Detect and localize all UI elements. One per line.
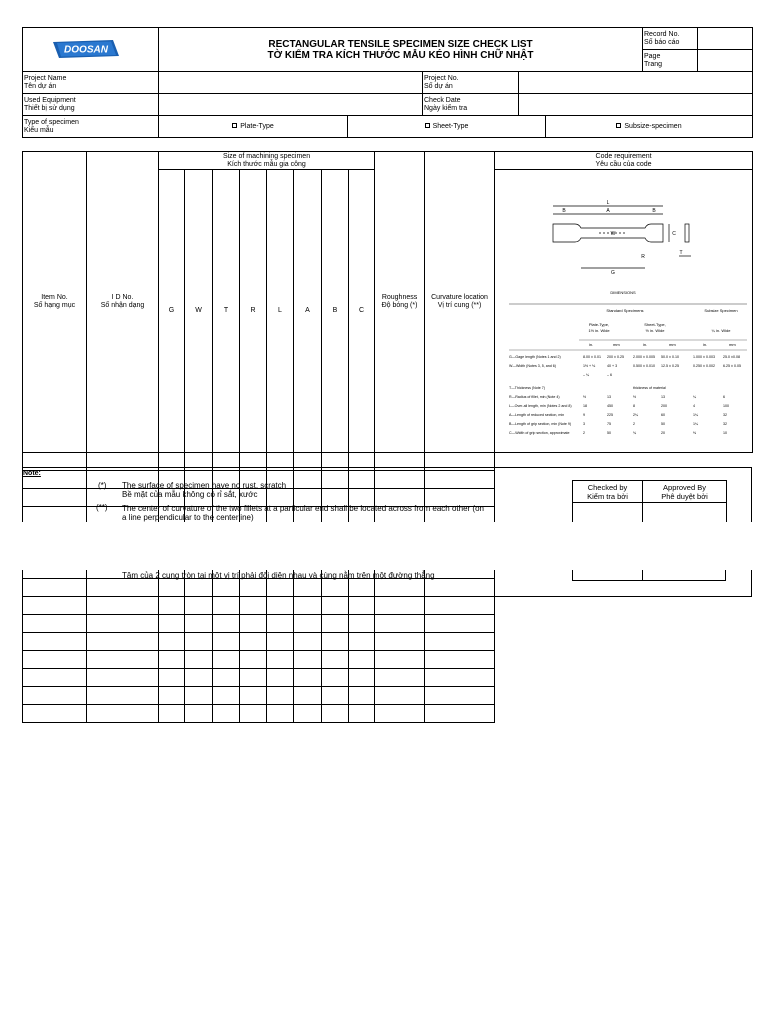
- project-no-field[interactable]: [519, 72, 753, 94]
- entry-cell[interactable]: [159, 633, 185, 651]
- sig-mid-border: [642, 570, 643, 580]
- dimension-cell: 100: [723, 404, 730, 408]
- check-date-field[interactable]: [519, 94, 753, 116]
- entry-cell[interactable]: [425, 579, 495, 597]
- frame-right-lower: [751, 570, 752, 597]
- dimension-cell: 2.000 ± 0.005: [633, 355, 655, 359]
- entry-cell[interactable]: [159, 705, 185, 723]
- entry-cell[interactable]: [425, 651, 495, 669]
- entry-cell[interactable]: [87, 615, 159, 633]
- entry-cell[interactable]: [322, 705, 349, 723]
- entry-cell[interactable]: [425, 669, 495, 687]
- signoff-table: [572, 480, 727, 523]
- table-row: [23, 615, 753, 633]
- entry-cell[interactable]: [23, 669, 87, 687]
- entry-cell[interactable]: [267, 633, 294, 651]
- dimension-cell: 4: [693, 404, 696, 408]
- entry-cell[interactable]: [349, 579, 375, 597]
- page-value[interactable]: [698, 50, 753, 72]
- table-row: [23, 669, 753, 687]
- table-row: [23, 651, 753, 669]
- dimension-cell: 50: [661, 422, 666, 426]
- entry-cell[interactable]: [425, 471, 495, 489]
- sheet-type-option[interactable]: Sheet-Type: [348, 116, 546, 138]
- code-figure-cell: [495, 170, 753, 453]
- entry-cell[interactable]: [23, 615, 87, 633]
- entry-cell[interactable]: [349, 705, 375, 723]
- note-1-en: The surface of specimen have no rust, scratch: [122, 481, 287, 490]
- entry-cell[interactable]: [294, 471, 322, 489]
- svg-text:L: L: [606, 200, 610, 206]
- dimension-cell: B—Length of grip section, min (Note 9): [509, 422, 572, 426]
- entry-cell[interactable]: [322, 651, 349, 669]
- entry-cell[interactable]: [159, 669, 185, 687]
- entry-cell[interactable]: [294, 579, 322, 597]
- entry-cell[interactable]: [23, 579, 87, 597]
- dimension-cell: 200 ± 0.25: [607, 355, 624, 359]
- dimension-cell: 50.0 ± 0.10: [661, 355, 679, 359]
- entry-cell[interactable]: [425, 615, 495, 633]
- subsize-option[interactable]: Subsize-specimen: [546, 116, 753, 138]
- dimension-cell: ½: [633, 395, 637, 399]
- entry-cell[interactable]: [240, 633, 267, 651]
- entry-cell[interactable]: [294, 669, 322, 687]
- entry-cell[interactable]: [87, 687, 159, 705]
- entry-cell[interactable]: [267, 669, 294, 687]
- svg-text:1½ in. Wide: 1½ in. Wide: [588, 328, 610, 333]
- entry-cell[interactable]: [425, 687, 495, 705]
- entry-cell[interactable]: [159, 597, 185, 615]
- project-name-field[interactable]: [159, 72, 423, 94]
- entry-cell[interactable]: [349, 687, 375, 705]
- entry-cell[interactable]: [375, 615, 425, 633]
- dimension-cell: 450: [607, 404, 614, 408]
- svg-text:W: W: [610, 231, 616, 237]
- sig-bottom-line: [572, 580, 726, 581]
- entry-cell[interactable]: [375, 705, 425, 723]
- svg-text:mm: mm: [669, 342, 676, 347]
- entry-cell[interactable]: [185, 579, 213, 597]
- entry-cell[interactable]: [322, 687, 349, 705]
- dimension-cell: 6.25 ± 0.05: [723, 364, 741, 368]
- checkbox-icon[interactable]: [232, 123, 237, 128]
- entry-cell[interactable]: [159, 687, 185, 705]
- dimension-cell: 1.000 ± 0.003: [693, 355, 715, 359]
- frame-left-upper: [22, 467, 23, 522]
- dimension-cell: ½: [583, 395, 587, 399]
- dimension-cell: 0.500 ± 0.010: [633, 364, 655, 368]
- entry-cell[interactable]: [23, 687, 87, 705]
- entry-cell[interactable]: [185, 615, 213, 633]
- roughness-header: Roughness Độ bóng (*): [375, 152, 425, 453]
- entry-cell[interactable]: [213, 597, 240, 615]
- note-2-vn: Tâm của 2 cung tròn tại một vị trí phải đối diện nhau và cùng nằm trên một đường thẳng: [122, 571, 435, 580]
- entry-cell[interactable]: [267, 579, 294, 597]
- entry-cell[interactable]: [87, 669, 159, 687]
- entry-cell[interactable]: [267, 597, 294, 615]
- dimension-cell: 40 + 3: [607, 364, 618, 368]
- note-1-mark: (*): [98, 481, 107, 490]
- svg-text:B: B: [652, 208, 656, 214]
- entry-cell[interactable]: [322, 669, 349, 687]
- col-g: G: [159, 170, 185, 453]
- entry-cell[interactable]: [185, 651, 213, 669]
- entry-cell[interactable]: [87, 633, 159, 651]
- entry-cell[interactable]: [349, 615, 375, 633]
- dimension-cell: 200: [661, 404, 668, 408]
- frame-bottom: [22, 596, 752, 597]
- entry-cell[interactable]: [23, 633, 87, 651]
- size-header: Size of machining specimen Kích thước mẫu gia công: [159, 152, 375, 170]
- sig-right-border: [725, 570, 726, 580]
- svg-text:in.: in.: [703, 342, 708, 347]
- dimension-cell: 1½ + ⅛: [583, 364, 596, 368]
- checkbox-icon[interactable]: [425, 123, 430, 128]
- entry-cell[interactable]: [240, 705, 267, 723]
- entry-cell[interactable]: [294, 705, 322, 723]
- dimension-cell: 2: [583, 431, 586, 435]
- dimension-cell: 32: [723, 422, 728, 426]
- col-r: R: [240, 170, 267, 453]
- checked-by-signature[interactable]: [573, 503, 643, 523]
- specimen-type-label: Type of specimen Kiểu mẫu: [23, 116, 159, 138]
- dimension-cell: – ¼: [583, 373, 590, 377]
- entry-cell[interactable]: [375, 651, 425, 669]
- entry-cell[interactable]: [349, 669, 375, 687]
- table-row: [23, 579, 753, 597]
- used-equipment-label: Used Equipment Thiết bị sử dụng: [23, 94, 159, 116]
- svg-text:Standard Specimens: Standard Specimens: [606, 308, 644, 313]
- svg-text:G: G: [611, 270, 615, 276]
- entry-cell[interactable]: [375, 633, 425, 651]
- entry-cell[interactable]: [349, 651, 375, 669]
- frame-right-upper: [751, 467, 752, 522]
- record-no-value[interactable]: [698, 28, 753, 50]
- checkbox-icon[interactable]: [616, 123, 621, 128]
- entry-cell[interactable]: [240, 615, 267, 633]
- entry-cell[interactable]: [294, 597, 322, 615]
- svg-text:DOOSAN: DOOSAN: [64, 44, 108, 56]
- dimension-cell: C—Width of grip section, approximate: [509, 431, 570, 435]
- dimension-cell: 10: [723, 431, 728, 435]
- entry-cell[interactable]: [185, 597, 213, 615]
- svg-text:Subsize Specimen: Subsize Specimen: [704, 308, 738, 313]
- doosan-logo: [53, 40, 119, 58]
- notes-divider: [22, 467, 752, 468]
- curvature-header: Curvature location Vị trí cung (**): [425, 152, 495, 453]
- specimen-type-table: [22, 115, 753, 138]
- entry-cell[interactable]: [375, 687, 425, 705]
- col-w: W: [185, 170, 213, 453]
- dimension-cell: 60: [661, 413, 666, 417]
- svg-text:C: C: [672, 231, 676, 237]
- check-date-label: Check Date Ngày kiểm tra: [423, 94, 519, 116]
- col-c: C: [349, 170, 375, 453]
- dimension-cell: 1¼: [693, 413, 699, 417]
- entry-cell[interactable]: [213, 669, 240, 687]
- entry-cell[interactable]: [425, 705, 495, 723]
- entry-cell[interactable]: [349, 471, 375, 489]
- entry-cell[interactable]: [294, 687, 322, 705]
- page-label: Page Trang: [643, 50, 698, 72]
- svg-text:T: T: [679, 250, 683, 256]
- note-2-en-line2: a line perpendicular to the centerline): [122, 513, 254, 522]
- record-no-label: Record No. Số báo cáo: [643, 28, 698, 50]
- svg-text:B: B: [562, 208, 566, 214]
- table-row: [23, 597, 753, 615]
- entry-cell[interactable]: [322, 471, 349, 489]
- entry-cell[interactable]: [185, 669, 213, 687]
- dimension-cell: 18: [583, 404, 588, 408]
- entry-cell[interactable]: [185, 633, 213, 651]
- dimension-cell: 20: [661, 431, 666, 435]
- svg-text:A: A: [606, 208, 610, 214]
- dimension-cell: A—Length of reduced section, min: [509, 413, 565, 417]
- dimension-cell: 75: [607, 422, 612, 426]
- entry-cell[interactable]: [213, 615, 240, 633]
- dimension-cell: T—Thickness (Note 7): [509, 386, 545, 390]
- item-no-header: Item No. Số hạng mục: [23, 152, 87, 453]
- entry-cell[interactable]: [240, 669, 267, 687]
- id-no-header: I D No. Số nhận dạng: [87, 152, 159, 453]
- dimension-cell: 13: [607, 395, 612, 399]
- checked-by-label: Checked by Kiểm tra bởi: [573, 481, 643, 503]
- entry-cell[interactable]: [375, 669, 425, 687]
- entry-cell[interactable]: [159, 579, 185, 597]
- dimension-cell: 25.0 ±0.08: [723, 355, 740, 359]
- entry-cell[interactable]: [294, 633, 322, 651]
- entry-cell[interactable]: [349, 633, 375, 651]
- dimension-cell: 225: [607, 413, 614, 417]
- dimension-cell: G—Gage length (Notes 1 and 2): [509, 355, 561, 359]
- dimension-cell: 13: [661, 395, 666, 399]
- dimension-cell: 32: [723, 413, 728, 417]
- entry-cell[interactable]: [23, 489, 87, 507]
- svg-text:mm: mm: [729, 342, 736, 347]
- dimension-cell: ¾: [633, 431, 637, 435]
- entry-cell[interactable]: [87, 597, 159, 615]
- svg-text:½ in. Wide: ½ in. Wide: [645, 328, 665, 333]
- project-no-label: Project No. Số dự án: [423, 72, 519, 94]
- dimension-cell: 12.5 ± 0.25: [661, 364, 679, 368]
- svg-text:¼ in. Wide: ¼ in. Wide: [711, 328, 731, 333]
- entry-cell[interactable]: [185, 687, 213, 705]
- col-b: B: [322, 170, 349, 453]
- col-a: A: [294, 170, 322, 453]
- note-1-vn: Bề mặt của mẫu không có rỉ sắt, xước: [122, 490, 258, 499]
- note-2-en-line1: The center of curvature of the two fillets at a particular end shall be located across from each other (on: [122, 504, 484, 513]
- used-equipment-field[interactable]: [159, 94, 423, 116]
- title-vn: TỜ KIỂM TRA KÍCH THƯỚC MẪU KÉO HÌNH CHỮ NHẬT: [267, 49, 534, 61]
- note-label: Note:: [23, 470, 41, 477]
- svg-text:Plate-Type,: Plate-Type,: [588, 322, 610, 327]
- measurement-table: [22, 151, 753, 723]
- dimension-cell: L—Over-all length, min (Notes 2 and 8): [509, 404, 572, 408]
- entry-cell[interactable]: [349, 597, 375, 615]
- dimension-cell: – 6: [607, 373, 613, 377]
- project-name-label: Project Name Tên dự án: [23, 72, 159, 94]
- approved-by-label: Approved By Phê duyệt bởi: [643, 481, 727, 503]
- plate-type-option[interactable]: Plate-Type: [159, 116, 348, 138]
- entry-cell[interactable]: [294, 651, 322, 669]
- entry-cell[interactable]: [425, 597, 495, 615]
- entry-cell[interactable]: [240, 651, 267, 669]
- svg-text:R: R: [641, 254, 645, 260]
- entry-cell[interactable]: [375, 471, 425, 489]
- frame-left-lower: [22, 570, 23, 597]
- col-l: L: [267, 170, 294, 453]
- dimension-cell: ⅜: [693, 431, 697, 435]
- entry-cell[interactable]: [294, 615, 322, 633]
- entry-cell[interactable]: [213, 705, 240, 723]
- info-table: [22, 71, 753, 116]
- svg-text:mm: mm: [613, 342, 620, 347]
- svg-text:in.: in.: [643, 342, 648, 347]
- dimension-cell: 1¼: [693, 422, 699, 426]
- entry-cell[interactable]: [240, 597, 267, 615]
- svg-text:in.: in.: [589, 342, 594, 347]
- dimension-cell: 3: [583, 422, 586, 426]
- entry-cell[interactable]: [240, 687, 267, 705]
- title-en: RECTANGULAR TENSILE SPECIMEN SIZE CHECK LIST: [268, 38, 533, 50]
- table-row: [23, 705, 753, 723]
- dimension-cell: 8.00 ± 0.01: [583, 355, 601, 359]
- dimension-cell: 2: [633, 422, 636, 426]
- dimension-cell: 8: [633, 404, 636, 408]
- dimension-cell: W—Width (Notes 3, 5, and 6): [509, 364, 556, 368]
- dimension-cell: 50: [607, 431, 612, 435]
- page-gap: [0, 522, 768, 570]
- dimension-cell: ¼: [693, 395, 697, 399]
- entry-cell[interactable]: [185, 705, 213, 723]
- title-cell: [159, 28, 643, 72]
- approved-by-signature[interactable]: [643, 503, 727, 523]
- sig-left-border: [572, 570, 573, 580]
- entry-cell[interactable]: [213, 579, 240, 597]
- entry-cell[interactable]: [425, 633, 495, 651]
- entry-cell[interactable]: [159, 651, 185, 669]
- entry-cell[interactable]: [322, 597, 349, 615]
- dimension-cell: 0.250 ± 0.002: [693, 364, 715, 368]
- svg-text:DIMENSIONS: DIMENSIONS: [610, 290, 636, 295]
- dimension-cell: 6: [723, 395, 726, 399]
- header-table: [22, 27, 753, 72]
- entry-cell[interactable]: [213, 651, 240, 669]
- dimension-cell: thickness of material: [633, 386, 666, 390]
- entry-cell[interactable]: [240, 579, 267, 597]
- logo-cell: [23, 28, 159, 72]
- dimension-cell: 9: [583, 413, 586, 417]
- entry-cell[interactable]: [267, 687, 294, 705]
- entry-cell[interactable]: [213, 687, 240, 705]
- code-header: Code requirement Yêu cầu của code: [495, 152, 753, 170]
- entry-cell[interactable]: [23, 597, 87, 615]
- entry-cell[interactable]: [267, 615, 294, 633]
- col-t: T: [213, 170, 240, 453]
- svg-text:Sheet-Type,: Sheet-Type,: [644, 322, 666, 327]
- entry-cell[interactable]: [213, 633, 240, 651]
- entry-cell[interactable]: [375, 579, 425, 597]
- entry-cell[interactable]: [267, 651, 294, 669]
- entry-cell[interactable]: [375, 597, 425, 615]
- entry-cell[interactable]: [267, 705, 294, 723]
- entry-cell[interactable]: [322, 633, 349, 651]
- table-row: [23, 633, 753, 651]
- table-row: [23, 687, 753, 705]
- entry-cell[interactable]: [23, 705, 87, 723]
- entry-cell[interactable]: [23, 651, 87, 669]
- dimension-cell: R—Radius of fillet, min (Note 4): [509, 395, 560, 399]
- entry-cell[interactable]: [87, 579, 159, 597]
- dimension-cell: 2¼: [633, 413, 639, 417]
- entry-cell[interactable]: [87, 651, 159, 669]
- entry-cell[interactable]: [87, 705, 159, 723]
- specimen-figure: [495, 170, 751, 452]
- entry-cell[interactable]: [322, 615, 349, 633]
- entry-cell[interactable]: [322, 579, 349, 597]
- note-2-mark: (**): [96, 503, 108, 512]
- entry-cell[interactable]: [159, 615, 185, 633]
